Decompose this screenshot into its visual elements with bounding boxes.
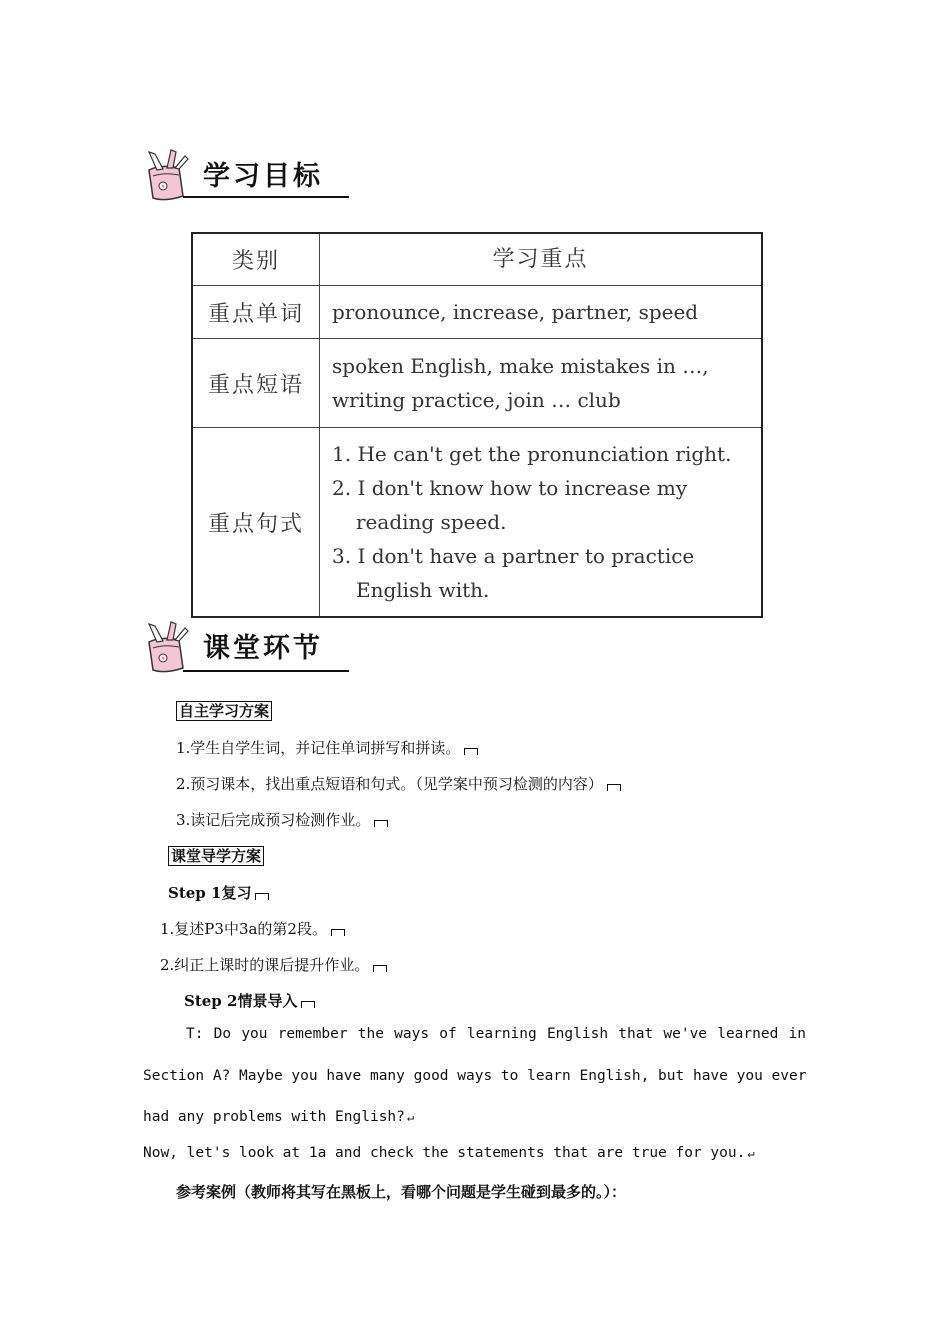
edit-mark-icon bbox=[255, 893, 269, 900]
paragraph-mark-icon: ↵ bbox=[747, 1146, 755, 1160]
row-content bbox=[320, 339, 763, 428]
list-item: 1.复述P3中3a的第2段。 bbox=[160, 918, 345, 939]
paragraph-mark-icon: ↵ bbox=[406, 1110, 415, 1124]
edit-mark-icon bbox=[374, 820, 388, 827]
header-category: 类别 bbox=[192, 233, 320, 286]
step-2-heading: Step 2情景导入 bbox=[184, 990, 315, 1011]
phrase-line: writing practice, join … club bbox=[332, 388, 621, 412]
paragraph-line: had any problems with English? ↵ bbox=[143, 1109, 415, 1125]
section-title-class: 课堂环节 bbox=[203, 633, 323, 664]
edit-mark-icon bbox=[331, 929, 345, 936]
list-item: 2.纠正上课时的课后提升作业。 bbox=[160, 954, 387, 975]
table-row bbox=[192, 339, 762, 428]
paragraph-line: Section A? Maybe you have many good ways to learn English, but have you ever bbox=[143, 1068, 807, 1084]
divider bbox=[183, 196, 349, 198]
learning-goals-table bbox=[191, 232, 763, 618]
row-category: 重点句式 bbox=[192, 428, 320, 618]
sentence-item: 3. I don't have a partner to practice English with. bbox=[332, 544, 695, 602]
step-1-heading: Step 1复习 bbox=[168, 882, 269, 903]
guided-heading: 课堂导学方案 bbox=[168, 846, 264, 866]
sentence-item: 1. He can't get the pronunciation right. bbox=[332, 442, 732, 466]
header-focus: 学习重点 bbox=[320, 233, 763, 286]
edit-mark-icon bbox=[373, 965, 387, 972]
list-item: 2.预习课本，找出重点短语和句式。（见学案中预习检测的内容） bbox=[176, 773, 621, 794]
table-header-row bbox=[192, 233, 762, 286]
pencil-cup-icon bbox=[143, 620, 203, 676]
row-category: 重点短语 bbox=[192, 339, 320, 428]
paragraph-line: Now, let's look at 1a and check the statements that are true for you. ↵ bbox=[143, 1145, 755, 1161]
row-category: 重点单词 bbox=[192, 286, 320, 339]
edit-mark-icon bbox=[464, 748, 478, 755]
sentence-item: 2. I don't know how to increase my reading speed. bbox=[332, 476, 688, 534]
phrase-line: spoken English, make mistakes in …, bbox=[332, 354, 709, 378]
section-banner-goals bbox=[143, 148, 349, 202]
row-content: pronounce, increase, partner, speed bbox=[320, 286, 763, 339]
row-content bbox=[320, 428, 763, 618]
divider bbox=[183, 670, 349, 672]
list-item: 1.学生自学生词，并记住单词拼写和拼读。 bbox=[176, 737, 478, 758]
edit-mark-icon bbox=[301, 1001, 315, 1008]
reference-note: 参考案例（教师将其写在黑板上，看哪个问题是学生碰到最多的。）： bbox=[176, 1183, 627, 1201]
table-row bbox=[192, 286, 762, 339]
table-row bbox=[192, 428, 762, 618]
edit-mark-icon bbox=[607, 784, 621, 791]
list-item: 3.读记后完成预习检测作业。 bbox=[176, 809, 388, 830]
section-banner-class bbox=[143, 620, 349, 674]
paragraph-line: T: Do you remember the ways of learning English that we've learned in bbox=[186, 1026, 806, 1042]
section-title-goals: 学习目标 bbox=[203, 161, 323, 192]
self-study-heading: 自主学习方案 bbox=[176, 701, 272, 721]
